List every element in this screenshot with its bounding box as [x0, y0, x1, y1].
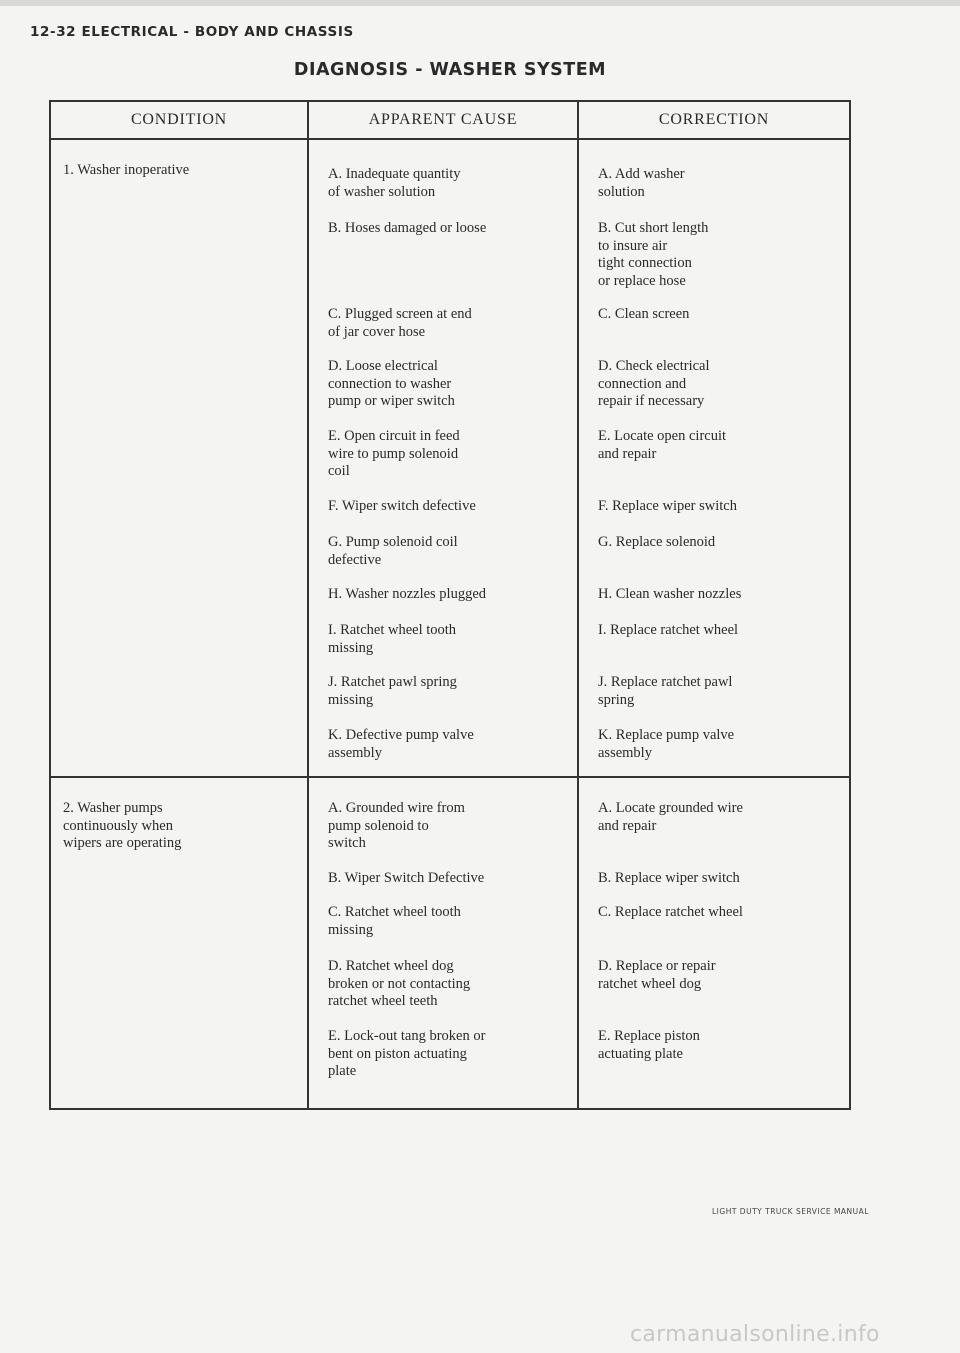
- correction-item: E. Replace piston actuating plate: [598, 1028, 700, 1062]
- cause-item: D. Loose electrical connection to washer pump or wiper switch: [328, 358, 455, 409]
- header-apparent-cause: APPARENT CAUSE: [308, 101, 578, 139]
- correction-cell: [578, 139, 850, 777]
- cause-item: E. Open circuit in feed wire to pump solenoid coil: [328, 428, 460, 479]
- cause-cell: [308, 139, 578, 777]
- cause-item: H. Washer nozzles plugged: [328, 586, 487, 602]
- cause-item: E. Lock-out tang broken or bent on piston actuating plate: [328, 1028, 486, 1079]
- condition-text: 1. Washer inoperative: [63, 162, 190, 178]
- correction-item: D. Replace or repair ratchet wheel dog: [598, 958, 716, 992]
- correction-item: D. Check electrical connection and repair if necessary: [598, 358, 710, 409]
- correction-item: B. Replace wiper switch: [598, 870, 740, 886]
- cause-item: D. Ratchet wheel dog broken or not contacting ratchet wheel teeth: [328, 958, 471, 1009]
- correction-item: J. Replace ratchet pawl spring: [598, 674, 733, 708]
- correction-item: A. Locate grounded wire and repair: [598, 800, 743, 834]
- page-header: 12-32 ELECTRICAL - BODY AND CHASSIS: [30, 24, 354, 40]
- correction-item: C. Clean screen: [598, 306, 690, 322]
- correction-item: I. Replace ratchet wheel: [598, 622, 739, 638]
- condition-text: 2. Washer pumps continuously when wipers are operating: [63, 800, 182, 851]
- cause-item: C. Ratchet wheel tooth missing: [328, 904, 461, 938]
- cause-item: F. Wiper switch defective: [328, 498, 476, 514]
- cause-item: B. Hoses damaged or loose: [328, 220, 487, 236]
- cause-item: I. Ratchet wheel tooth missing: [328, 622, 457, 656]
- header-correction: CORRECTION: [578, 101, 850, 139]
- cause-item: J. Ratchet pawl spring missing: [328, 674, 457, 708]
- correction-item: H. Clean washer nozzles: [598, 586, 742, 602]
- correction-item: C. Replace ratchet wheel: [598, 904, 743, 920]
- cause-item: G. Pump solenoid coil defective: [328, 534, 458, 568]
- condition-cell: [50, 139, 308, 777]
- correction-item: K. Replace pump valve assembly: [598, 727, 735, 761]
- cause-item: A. Grounded wire from pump solenoid to switch: [328, 800, 465, 851]
- table-header-row: [50, 101, 850, 139]
- page-title: DIAGNOSIS - WASHER SYSTEM: [293, 60, 607, 80]
- table-row: [50, 777, 850, 1109]
- footer-manual-title: LIGHT DUTY TRUCK SERVICE MANUAL: [712, 1207, 869, 1216]
- diagnosis-table: [49, 100, 851, 1110]
- cause-item: K. Defective pump valve assembly: [328, 727, 474, 761]
- watermark: carmanualsonline.info: [630, 1322, 880, 1347]
- correction-item: E. Locate open circuit and repair: [598, 428, 727, 462]
- cause-item: A. Inadequate quantity of washer solution: [328, 166, 461, 200]
- cause-item: B. Wiper Switch Defective: [328, 870, 485, 886]
- condition-cell: [50, 777, 308, 1109]
- correction-item: G. Replace solenoid: [598, 534, 716, 550]
- correction-item: B. Cut short length to insure air tight connection or replace hose: [598, 220, 709, 289]
- correction-item: F. Replace wiper switch: [598, 498, 737, 514]
- cause-cell: [308, 777, 578, 1109]
- top-rule: [0, 0, 960, 6]
- correction-item: A. Add washer solution: [598, 166, 685, 200]
- correction-cell: [578, 777, 850, 1109]
- table-row: [50, 139, 850, 777]
- header-condition: CONDITION: [50, 101, 308, 139]
- cause-item: C. Plugged screen at end of jar cover hose: [328, 306, 472, 340]
